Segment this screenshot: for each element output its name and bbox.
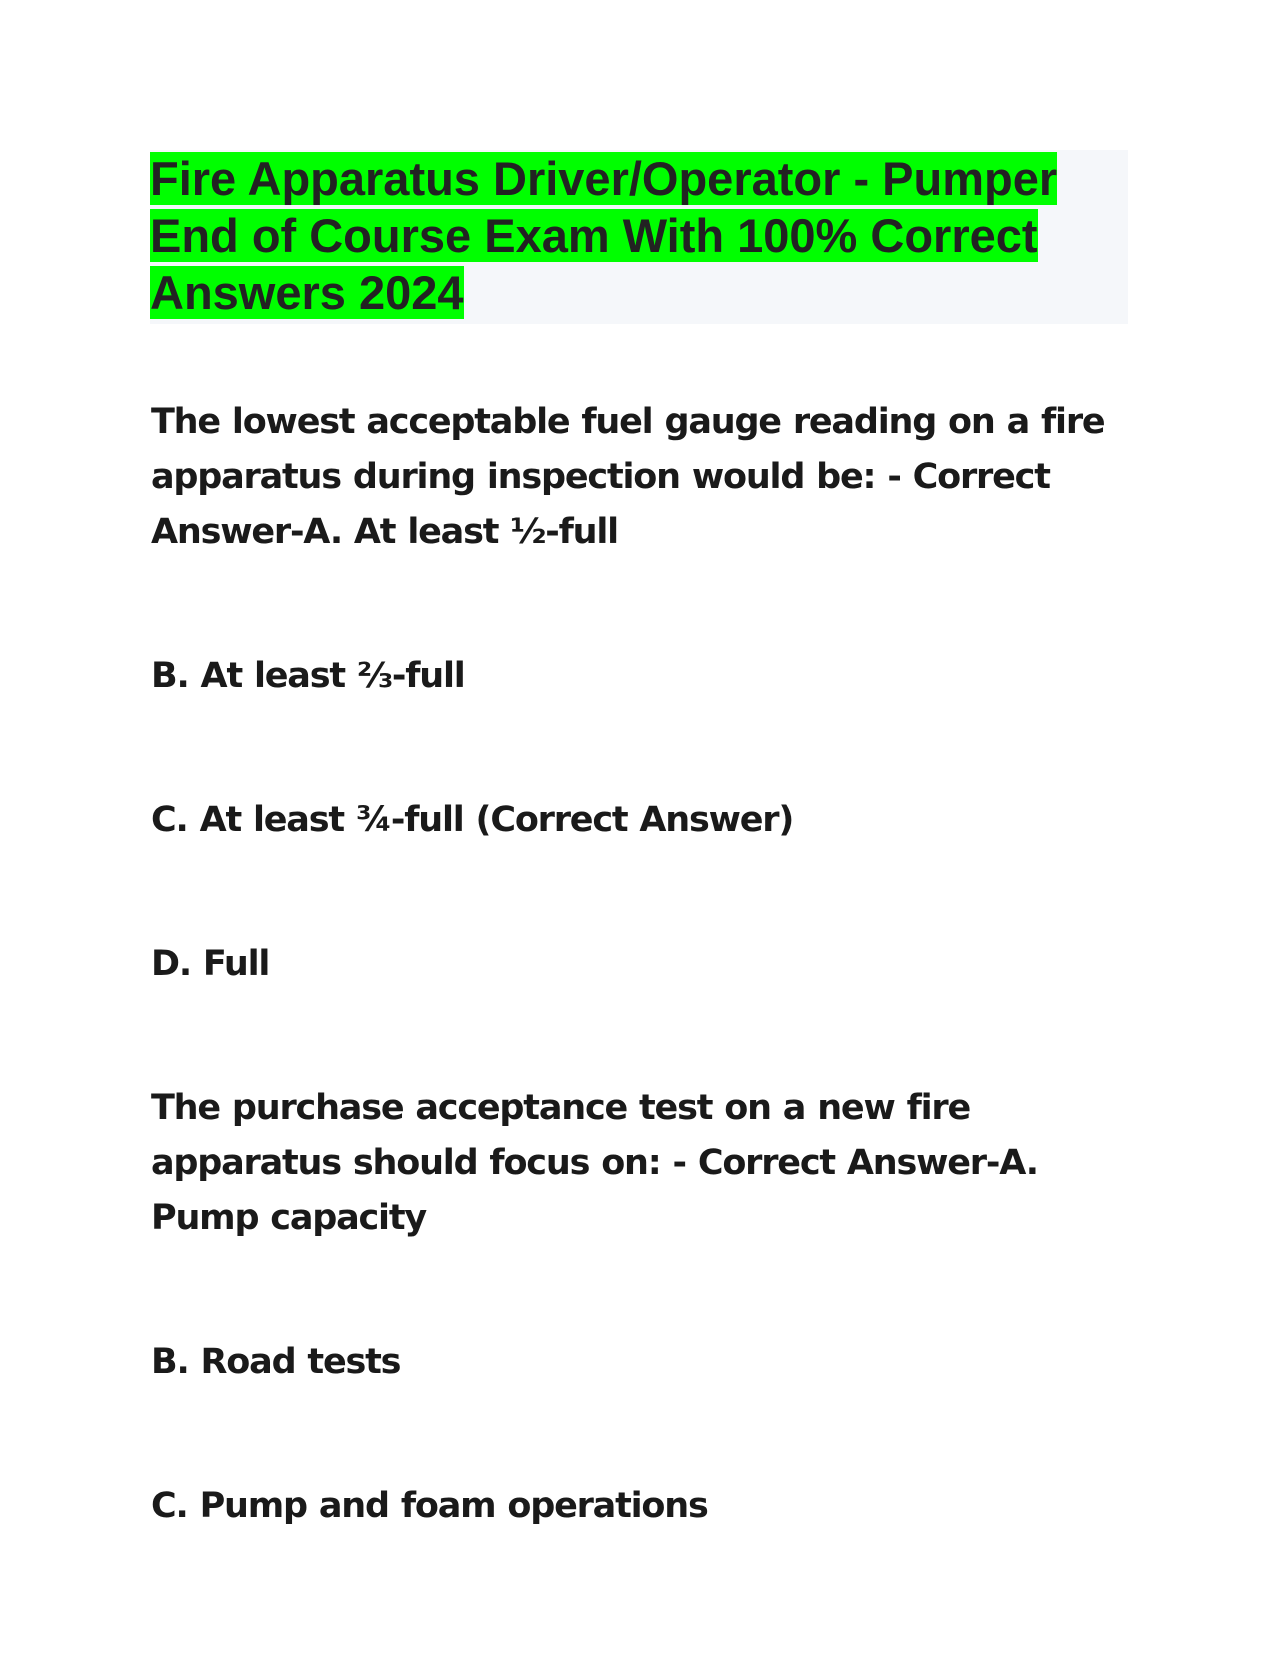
document-title-text: Fire Apparatus Driver/Operator - Pumper End of Course Exam With 100% Correct Answers 2024 <box>150 152 1058 319</box>
title-block <box>150 150 1128 324</box>
question-1-text: The lowest acceptable fuel gauge reading on a fire apparatus during inspection would be: - Correct Answer-A. At least ½-full <box>151 402 1105 552</box>
question-1-option-b: B. At least ⅔-full <box>151 656 465 696</box>
document-body <box>151 395 1131 1623</box>
question-1-option-c: C. At least ¾-full (Correct Answer) <box>151 800 794 840</box>
question-2-text: The purchase acceptance test on a new fire apparatus should focus on: - Correct Answer-A. Pump capacity <box>151 1088 1038 1238</box>
question-2-option-c: C. Pump and foam operations <box>151 1486 708 1526</box>
document-title <box>150 150 1128 321</box>
question-1-option-d: D. Full <box>151 944 270 984</box>
question-2-option-b: B. Road tests <box>151 1342 401 1382</box>
